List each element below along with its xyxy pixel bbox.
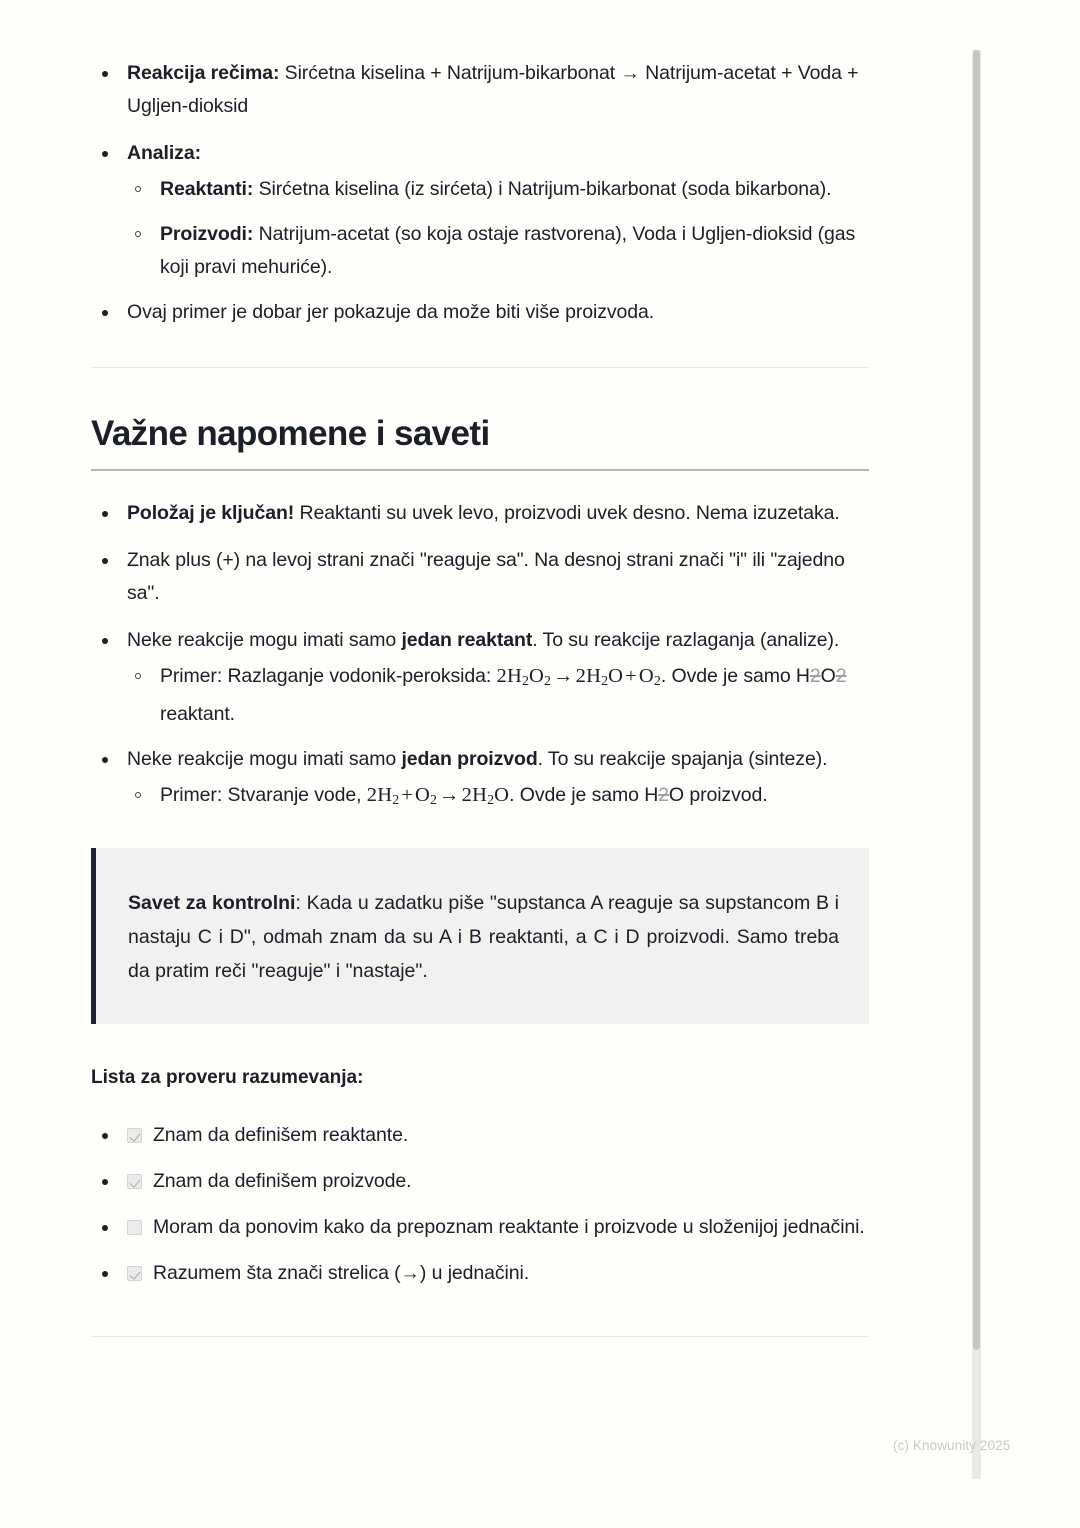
eq-tail-o: O	[494, 784, 510, 807]
reaction-words-text: Sirćetna kiselina + Natrijum-bikarbonat → Natrijum-acetat + Voda + Ugljen-dioksid	[127, 62, 859, 117]
list-item-plus-sign	[91, 544, 869, 610]
eq-coeff: 2	[366, 784, 378, 807]
eq-symbol-h: H	[586, 665, 602, 687]
checkbox-checked-icon[interactable]	[127, 1174, 142, 1189]
eq-sub: 2	[430, 793, 437, 809]
eq-arrow: →	[438, 784, 460, 807]
closing-note-text: Ovaj primer je dobar jer pokazuje da može biti više proizvoda.	[127, 301, 655, 323]
eq-sub: 2	[601, 674, 609, 690]
eq-sub: 2	[487, 793, 495, 809]
reaction-words-label: Reakcija rečima:	[127, 62, 280, 84]
plus-sign-text: Znak plus (+) na levoj strani znači "reaguje sa". Na desnoj strani znači "i" ili "zajedno sa".	[127, 549, 845, 604]
list-item-reaction-words	[91, 57, 869, 123]
list-item-one-reactant	[91, 624, 869, 731]
analysis-label: Analiza:	[127, 142, 201, 164]
eq-tail-o: O	[608, 665, 624, 687]
formula-struck-sub: 2	[835, 665, 847, 687]
document-content-column	[91, 50, 869, 1337]
section-divider-bottom	[91, 1336, 869, 1337]
equation-hydrogen-peroxide	[496, 665, 661, 690]
reactants-text: Sirćetna kiselina (iz sirćeta) i Natrijum-bikarbonat (soda bikarbona).	[253, 178, 832, 200]
formula-h: H	[644, 784, 659, 807]
document-page	[52, 50, 1027, 1479]
one-product-pre: Neke reakcije mogu imati samo	[127, 748, 402, 771]
eq-sub: 2	[522, 674, 529, 690]
position-key-label: Položaj je ključan!	[127, 502, 295, 524]
products-label: Proizvodi:	[160, 223, 254, 245]
eq-sub: 2	[543, 674, 551, 690]
eq-sub: 2	[653, 674, 661, 690]
checkbox-unchecked-icon[interactable]	[127, 1220, 142, 1235]
eq-symbol-o: O	[414, 784, 430, 807]
eq-plus: +	[401, 784, 413, 807]
list-item-one-product	[91, 743, 869, 817]
list-item-synthesis-example	[127, 779, 869, 817]
eq-plus: +	[625, 665, 637, 687]
list-item-check-1[interactable]	[91, 1119, 869, 1152]
decomposition-post: . Ovde je samo	[660, 665, 796, 687]
products-text: Natrijum-acetat (so koja ostaje rastvorena), Voda i Ugljen-dioksid (gas koji pravi mehuriće).	[160, 223, 856, 278]
checklist-item-label: Moram da ponovim kako da prepoznam reaktante i proizvode u složenijoj jednačini.	[153, 1216, 865, 1239]
comprehension-checklist	[91, 1119, 869, 1290]
inline-formula-h2o	[644, 784, 684, 806]
eq-symbol-h: H	[377, 784, 393, 807]
checkbox-checked-icon[interactable]	[127, 1266, 142, 1281]
reaction-example-list	[91, 57, 869, 329]
one-reactant-post: . To su reakcije razlaganja (analize).	[532, 629, 840, 651]
list-item-check-3[interactable]	[91, 1211, 869, 1244]
formula-struck-sub: 2	[658, 784, 669, 807]
formula-h: H	[795, 665, 810, 687]
one-reactant-bold: jedan reaktant	[401, 629, 533, 651]
one-reactant-pre: Neke reakcije mogu imati samo	[127, 629, 402, 651]
list-item-analysis	[91, 137, 869, 284]
eq-symbol-o: O	[638, 665, 654, 687]
checklist-item-label: Znam da definišem proizvode.	[153, 1170, 412, 1193]
tip-callout-label: Savet za kontrolni	[128, 892, 296, 915]
eq-symbol-h: H	[506, 665, 522, 687]
position-key-text: Reaktanti su uvek levo, proizvodi uvek desno. Nema izuzetaka.	[294, 502, 840, 524]
copyright-watermark: (c) Knowunity 2025	[893, 1438, 1011, 1453]
one-product-sublist	[127, 779, 869, 817]
list-item-products	[127, 218, 869, 284]
tip-callout-paragraph	[128, 886, 839, 988]
list-item-decomposition-example	[127, 660, 869, 731]
checklist-item-label: Razumem šta znači strelica (→) u jednačini.	[153, 1262, 530, 1285]
one-reactant-sublist	[127, 660, 869, 731]
tip-callout-text: : Kada u zadatku piše "supstanca A reaguje sa supstancom B i nastaju C i D", odmah znam da su A i B reaktanti, a C i D proizvodi. Samo treba da pratim reči "reaguje" i "nastaje".	[128, 892, 839, 983]
list-item-position-key	[91, 497, 869, 530]
formula-o: O	[668, 784, 684, 807]
equation-water-formation	[366, 784, 510, 809]
inline-formula-h2o2	[796, 665, 847, 687]
list-item-closing-note	[91, 296, 869, 329]
one-product-post: . To su reakcije spajanja (sinteze).	[537, 748, 828, 771]
synthesis-post: . Ovde je samo	[509, 784, 645, 807]
eq-coeff: 2	[496, 665, 507, 687]
formula-struck-sub: 2	[809, 665, 821, 687]
eq-symbol-h: H	[472, 784, 488, 807]
eq-coeff: 2	[575, 665, 587, 687]
list-item-reactants	[127, 173, 869, 206]
checklist-heading: Lista za proveru razumevanja:	[91, 1067, 364, 1089]
one-product-bold: jedan proizvod	[401, 748, 538, 771]
notes-list	[91, 497, 869, 817]
eq-sub: 2	[392, 793, 400, 809]
eq-coeff: 2	[461, 784, 473, 807]
reactants-label: Reaktanti:	[160, 178, 254, 200]
decomposition-pre: Primer: Razlaganje vodonik-peroksida:	[160, 665, 497, 687]
eq-symbol-o: O	[528, 665, 544, 687]
list-item-check-2[interactable]	[91, 1165, 869, 1198]
synthesis-pre: Primer: Stvaranje vode,	[160, 784, 367, 807]
decomposition-tail: reaktant.	[160, 703, 235, 726]
page-title: Važne napomene i saveti	[91, 414, 490, 453]
synthesis-tail: proizvod.	[684, 784, 768, 807]
list-item-check-4[interactable]	[91, 1257, 869, 1290]
analysis-sublist	[127, 173, 869, 284]
tip-callout	[91, 848, 869, 1024]
vertical-scrollbar-track[interactable]	[972, 50, 981, 1479]
eq-arrow: →	[552, 665, 574, 687]
formula-o: O	[820, 665, 836, 687]
checkbox-checked-icon[interactable]	[127, 1128, 142, 1143]
checklist-item-label: Znam da definišem reaktante.	[153, 1124, 409, 1147]
vertical-scrollbar-thumb[interactable]	[973, 50, 980, 1350]
